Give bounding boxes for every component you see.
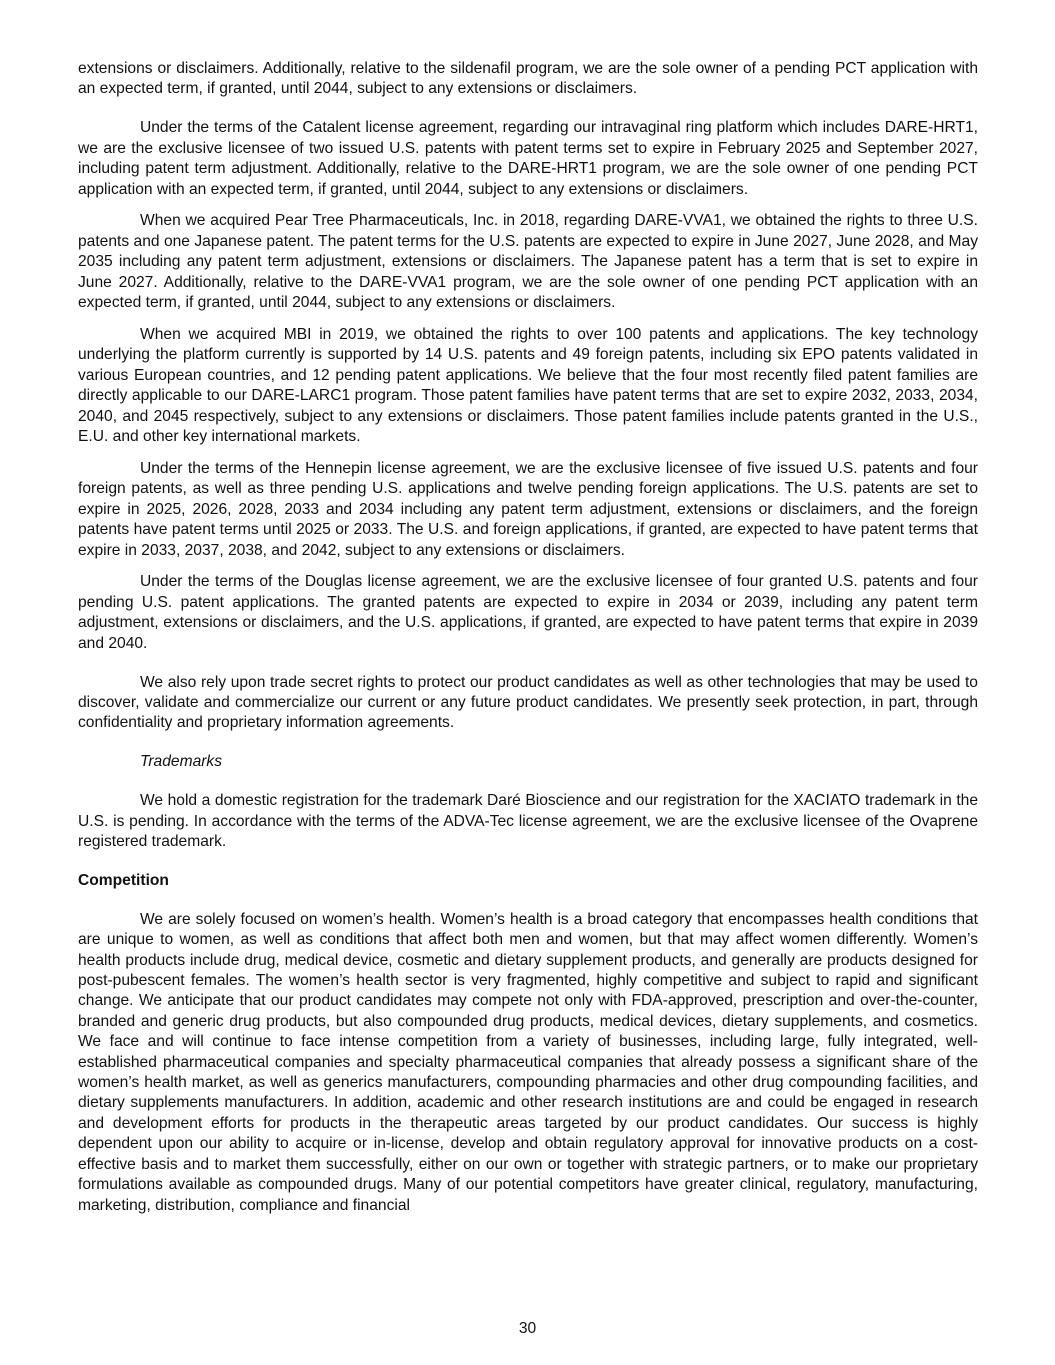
- competition-heading: Competition: [78, 871, 169, 889]
- paragraph-mbi: When we acquired MBI in 2019, we obtained the rights to over 100 patents and applications. The key technology underlying the platform currently is supported by 14 U.S. patents and 49 foreign patents, including six EPO patents validated in various European countries, and 12 pending patent applications. We believe that the four most recently filed patent families are directly applicable to our DARE-LARC1 program. Those patent families have patent terms that are set to expire 2032, 2033, 2034, 2040, and 2045 respectively, subject to any extensions or disclaimers. Those patent families include patents granted in the U.S., E.U. and other key international markets.: [78, 325, 978, 445]
- trademarks-heading: Trademarks: [140, 753, 223, 771]
- paragraph-trademarks: We hold a domestic registration for the trademark Daré Bioscience and our registration for the XACIATO trademark in the U.S. is pending. In accordance with the terms of the ADVA-Tec license agreement, we are the exclusive licensee of the Ovaprene registered trademark.: [78, 792, 978, 850]
- paragraph-hennepin: Under the terms of the Hennepin license agreement, we are the exclusive licensee of five issued U.S. patents and four foreign patents, as well as three pending U.S. applications and twelve pending foreign applications. The U.S. patents are set to expire in 2025, 2026, 2028, 2033 and 2034 including any patent term adjustment, extensions or disclaimers, and the foreign patents have patent terms until 2025 or 2033. The U.S. and foreign applications, if granted, are expected to have patent terms that expire in 2033, 2037, 2038, and 2042, subject to any extensions or disclaimers.: [78, 459, 978, 559]
- paragraph-catalent: Under the terms of the Catalent license agreement, regarding our intravaginal ring platform which includes DARE-HRT1, we are the exclusive licensee of two issued U.S. patents with patent terms set to expire in February 2025 and September 2027, including patent term adjustment. Additionally, relative to the DARE-HRT1 program, we are the sole owner of one pending PCT application with an expected term, if granted, until 2044, subject to any extensions or disclaimers.: [78, 119, 978, 198]
- paragraph-sildenafil-continuation: extensions or disclaimers. Additionally, relative to the sildenafil program, we are the sole owner of a pending PCT application with an expected term, if granted, until 2044, subject to any extensions or disclaimers.: [78, 60, 978, 98]
- page-number: 30: [518, 1320, 537, 1337]
- paragraph-pear-tree: When we acquired Pear Tree Pharmaceuticals, Inc. in 2018, regarding DARE-VVA1, we obtained the rights to three U.S. patents and one Japanese patent. The patent terms for the U.S. patents are expected to expire in June 2027, June 2028, and May 2035 including any patent term adjustment, extensions or disclaimers. The Japanese patent has a term that is set to expire in June 2027. Additionally, relative to the DARE-VVA1 program, we are the sole owner of one pending PCT application with an expected term, if granted, until 2044, subject to any extensions or disclaimers.: [78, 212, 978, 312]
- document-page: [78, 59, 978, 1216]
- paragraph-competition: We are solely focused on women’s health. Women’s health is a broad category that encompasses health conditions that are unique to women, as well as conditions that affect both men and women, but that may affect women differently. Women’s health products include drug, medical device, cosmetic and dietary supplement products, and generally are products designed for post-pubescent females. The women’s health sector is very fragmented, highly competitive and subject to rapid and significant change. We anticipate that our product candidates may compete not only with FDA-approved, prescription and over-the-counter, branded and generic drug products, but also compounded drug products, medical devices, dietary supplements, and cosmetics. We face and will continue to face intense competition from a variety of businesses, including large, fully integrated, well-established pharmaceutical companies and specialty pharmaceutical companies that already possess a significant share of the women’s health market, as well as generics manufacturers, compounding pharmacies and other drug compounding facilities, and dietary supplements manufacturers. In addition, academic and other research institutions are and could be engaged in research and development efforts for products in the therapeutic areas targeted by our product candidates. Our success is highly dependent upon our ability to acquire or in-license, develop and obtain regulatory approval for innovative products on a cost-effective basis and to market them successfully, either on our own or together with strategic partners, or to make our proprietary formulations available as compounded drugs. Many of our potential competitors have greater clinical, regulatory, manufacturing, marketing, distribution, compliance and financial: [78, 910, 978, 1214]
- paragraph-douglas: Under the terms of the Douglas license agreement, we are the exclusive licensee of four granted U.S. patents and four pending U.S. patent applications. The granted patents are expected to expire in 2034 or 2039, including any patent term adjustment, extensions or disclaimers, and the U.S. applications, if granted, are expected to have patent terms that expire in 2039 and 2040.: [78, 573, 978, 652]
- paragraph-trade-secrets: We also rely upon trade secret rights to protect our product candidates as well as other technologies that may be used to discover, validate and commercialize our current or any future product candidates. We presently seek protection, in part, through confidentiality and proprietary information agreements.: [78, 673, 978, 732]
